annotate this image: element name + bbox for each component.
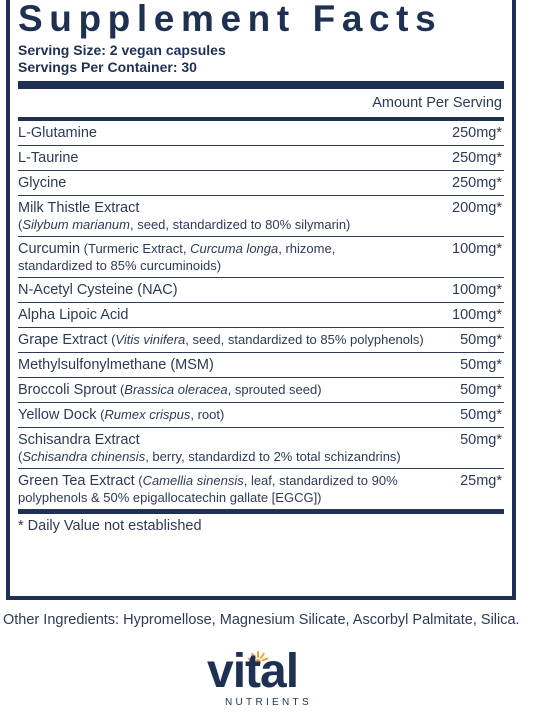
amount-cell: 50mg* <box>460 382 502 398</box>
amount-cell: 100mg* <box>452 282 502 298</box>
detail-text: , sprouted seed) <box>227 382 322 397</box>
ingredient-cell <box>18 472 460 506</box>
thick-divider <box>18 81 504 89</box>
ingredient-cell <box>18 406 460 424</box>
serving-size: Serving Size: 2 vegan capsules <box>18 42 226 58</box>
amount-cell: 250mg* <box>452 150 502 166</box>
amount-cell: 50mg* <box>460 432 502 448</box>
ingredient-name: Milk Thistle Extract <box>18 200 140 216</box>
table-row <box>18 171 504 196</box>
botanical-name: Camellia sinensis <box>142 473 244 488</box>
detail-text: polyphenols & 50% epigallocatechin gallate [EGCG]) <box>18 490 322 505</box>
ingredient-cell <box>18 240 452 274</box>
botanical-name: Curcuma longa <box>190 241 279 256</box>
botanical-name: Vitis vinifera <box>115 332 186 347</box>
amount-header: Amount Per Serving <box>372 95 502 111</box>
logo-wordmark: vital <box>207 645 299 698</box>
ingredient-name: L-Taurine <box>18 150 79 166</box>
ingredient-name: Glycine <box>18 175 67 191</box>
table-row <box>18 303 504 328</box>
detail-text: , seed, standardized to 85% polyphenols) <box>185 332 424 347</box>
detail-paren: ( <box>18 449 23 464</box>
ingredient-detail <box>18 217 444 233</box>
ingredient-cell <box>18 356 460 374</box>
detail-text: , root) <box>190 407 225 422</box>
table-row <box>18 196 504 237</box>
amount-cell: 250mg* <box>452 125 502 141</box>
botanical-name: Brassica oleracea <box>124 382 228 397</box>
ingredient-cell <box>18 431 460 465</box>
detail-text: ( <box>116 382 125 397</box>
detail-text: (Turmeric Extract, <box>80 241 191 256</box>
ingredient-name: Curcumin <box>18 241 81 257</box>
ingredient-cell <box>18 281 452 299</box>
ingredient-cell <box>18 331 460 349</box>
ingredient-detail <box>116 382 321 397</box>
amount-cell: 200mg* <box>452 200 502 216</box>
ingredient-name: Yellow Dock <box>18 407 97 423</box>
amount-cell: 250mg* <box>452 175 502 191</box>
supplement-facts-panel <box>6 0 516 600</box>
table-row <box>18 146 504 171</box>
table-row <box>18 237 504 278</box>
ingredient-table <box>18 121 504 510</box>
table-row <box>18 469 504 510</box>
table-row <box>18 328 504 353</box>
amount-cell: 50mg* <box>460 332 502 348</box>
table-row <box>18 428 504 469</box>
detail-text: ( <box>134 473 143 488</box>
ingredient-name: Alpha Lipoic Acid <box>18 307 129 323</box>
ingredient-name: Schisandra Extract <box>18 432 140 448</box>
panel-title: Supplement Facts <box>18 0 443 39</box>
footnote: * Daily Value not established <box>18 518 202 534</box>
table-row <box>18 403 504 428</box>
amount-cell: 50mg* <box>460 407 502 423</box>
detail-text: , leaf, standardized to 90% <box>243 473 398 488</box>
table-row <box>18 278 504 303</box>
ingredient-cell <box>18 306 452 324</box>
botanical-name: Rumex crispus <box>104 407 191 422</box>
ingredient-cell <box>18 149 452 167</box>
brand-logo <box>207 645 327 712</box>
ingredient-detail <box>18 449 452 465</box>
ingredient-name: Grape Extract <box>18 332 108 348</box>
ingredient-cell <box>18 199 452 233</box>
ingredient-name: Methylsulfonylmethane (MSM) <box>18 357 214 373</box>
detail-text: ( <box>96 407 105 422</box>
servings-per-container: Servings Per Container: 30 <box>18 59 197 75</box>
botanical-name: Schisandra chinensis <box>22 449 146 464</box>
ingredient-detail <box>107 332 423 347</box>
amount-cell: 50mg* <box>460 357 502 373</box>
ingredient-name: Broccoli Sprout <box>18 382 117 398</box>
amount-cell: 100mg* <box>452 307 502 323</box>
ingredient-cell <box>18 124 452 142</box>
detail-text: ( <box>107 332 116 347</box>
other-ingredients: Other Ingredients: Hypromellose, Magnesium Silicate, Ascorbyl Palmitate, Silica. <box>3 612 520 628</box>
amount-cell: 25mg* <box>460 473 502 489</box>
table-row <box>18 121 504 146</box>
ingredient-name: Green Tea Extract <box>18 473 135 489</box>
ingredient-name: N-Acetyl Cysteine (NAC) <box>18 282 178 298</box>
logo-subtext: NUTRIENTS <box>225 697 312 708</box>
botanical-name: Silybum marianum <box>22 217 130 232</box>
detail-paren: ( <box>18 217 23 232</box>
ingredient-detail <box>80 241 335 256</box>
ingredient-cell <box>18 381 460 399</box>
detail-text: , berry, standardizd to 2% total schizandrins) <box>145 449 401 464</box>
table-row <box>18 378 504 403</box>
table-row <box>18 353 504 378</box>
ingredient-detail <box>96 407 224 422</box>
detail-text: , seed, standardized to 80% silymarin) <box>130 217 351 232</box>
detail-text: , rhizome, <box>278 241 336 256</box>
detail-text: standardized to 85% curcuminoids) <box>18 258 222 273</box>
amount-cell: 100mg* <box>452 241 502 257</box>
ingredient-cell <box>18 174 452 192</box>
ingredient-name: L-Glutamine <box>18 125 97 141</box>
ingredient-detail <box>135 473 398 488</box>
